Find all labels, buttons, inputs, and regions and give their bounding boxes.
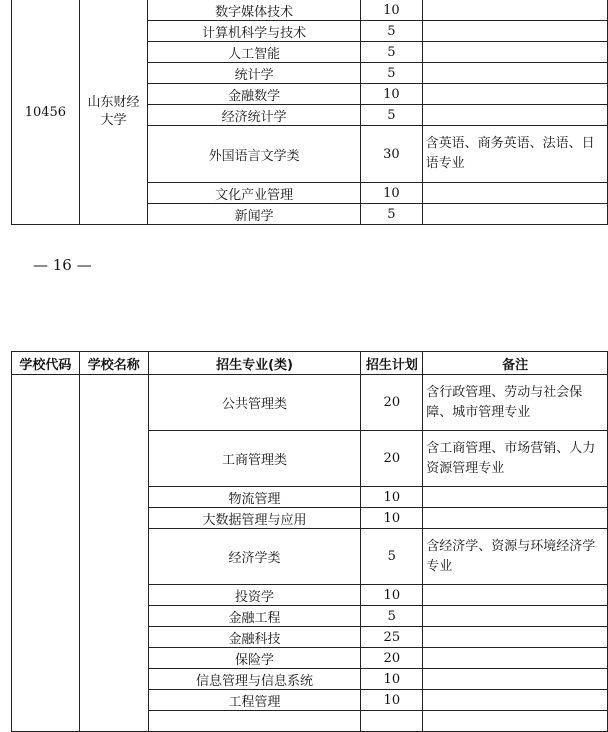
major-cell: 信息管理与信息系统	[148, 669, 361, 690]
major-cell: 统计学	[148, 63, 361, 84]
plan-cell: 20	[361, 648, 423, 669]
note-cell	[423, 508, 608, 529]
plan-cell: 5	[361, 63, 423, 84]
plan-cell: 20	[361, 375, 423, 431]
major-cell: 金融科技	[148, 627, 361, 648]
major-cell: 外国语言文学类	[148, 126, 361, 183]
major-cell: 投资学	[148, 585, 361, 606]
table-row	[12, 375, 608, 431]
plan-cell: 10	[361, 84, 423, 105]
note-cell	[422, 63, 607, 84]
major-cell: 人工智能	[148, 42, 361, 63]
plan-cell: 10	[361, 669, 423, 690]
note-cell	[423, 669, 608, 690]
table-header-row	[12, 352, 608, 375]
note-cell	[422, 21, 607, 42]
plan-cell: 5	[361, 42, 423, 63]
header-note: 备注	[423, 352, 608, 375]
plan-cell: 10	[361, 585, 423, 606]
note-cell	[422, 183, 607, 204]
major-cell: 工程管理	[148, 690, 361, 711]
plan-cell: 10	[361, 487, 423, 508]
major-cell	[148, 711, 361, 732]
note-cell	[423, 606, 608, 627]
plan-cell: 10	[361, 0, 423, 21]
note-cell	[422, 0, 607, 21]
note-cell	[423, 487, 608, 508]
major-cell: 工商管理类	[148, 431, 361, 487]
plan-cell: 5	[361, 21, 423, 42]
header-major: 招生专业(类)	[148, 352, 361, 375]
note-cell	[423, 648, 608, 669]
note-cell	[423, 690, 608, 711]
plan-cell: 25	[361, 627, 423, 648]
header-school-code: 学校代码	[12, 352, 80, 375]
plan-cell: 10	[361, 508, 423, 529]
note-cell	[422, 42, 607, 63]
major-cell: 金融工程	[148, 606, 361, 627]
note-cell: 含工商管理、市场营销、人力资源管理专业	[423, 431, 608, 487]
plan-cell: 10	[361, 690, 423, 711]
major-cell: 物流管理	[148, 487, 361, 508]
plan-cell: 10	[361, 183, 423, 204]
plan-cell: 30	[361, 126, 423, 183]
school-name-cell: 山东财经大学	[79, 0, 147, 225]
major-cell: 新闻学	[148, 204, 361, 225]
major-cell: 保险学	[148, 648, 361, 669]
admissions-table-top	[11, 0, 608, 225]
header-plan: 招生计划	[361, 352, 423, 375]
major-cell: 经济统计学	[148, 105, 361, 126]
plan-cell: 20	[361, 431, 423, 487]
note-cell	[422, 204, 607, 225]
school-name-cell	[79, 375, 148, 732]
plan-cell: 5	[361, 105, 423, 126]
note-cell: 含英语、商务英语、法语、日语专业	[422, 126, 607, 183]
plan-cell: 5	[361, 529, 423, 585]
note-cell	[423, 711, 608, 732]
plan-cell: 5	[361, 606, 423, 627]
note-cell: 含经济学、资源与环境经济学专业	[423, 529, 608, 585]
note-cell	[423, 585, 608, 606]
note-cell	[422, 105, 607, 126]
note-cell: 含行政管理、劳动与社会保障、城市管理专业	[423, 375, 608, 431]
major-cell: 文化产业管理	[148, 183, 361, 204]
plan-cell: 5	[361, 204, 423, 225]
major-cell: 金融数学	[148, 84, 361, 105]
major-cell: 数字媒体技术	[148, 0, 361, 21]
note-cell	[423, 627, 608, 648]
admissions-table-bottom	[11, 351, 608, 732]
header-school-name: 学校名称	[79, 352, 148, 375]
major-cell: 计算机科学与技术	[148, 21, 361, 42]
plan-cell	[361, 711, 423, 732]
major-cell: 经济学类	[148, 529, 361, 585]
page-number: — 16 —	[33, 256, 92, 274]
note-cell	[422, 84, 607, 105]
major-cell: 公共管理类	[148, 375, 361, 431]
table-row	[12, 0, 608, 21]
school-code-cell	[12, 375, 80, 732]
major-cell: 大数据管理与应用	[148, 508, 361, 529]
school-code-cell: 10456	[12, 0, 80, 225]
